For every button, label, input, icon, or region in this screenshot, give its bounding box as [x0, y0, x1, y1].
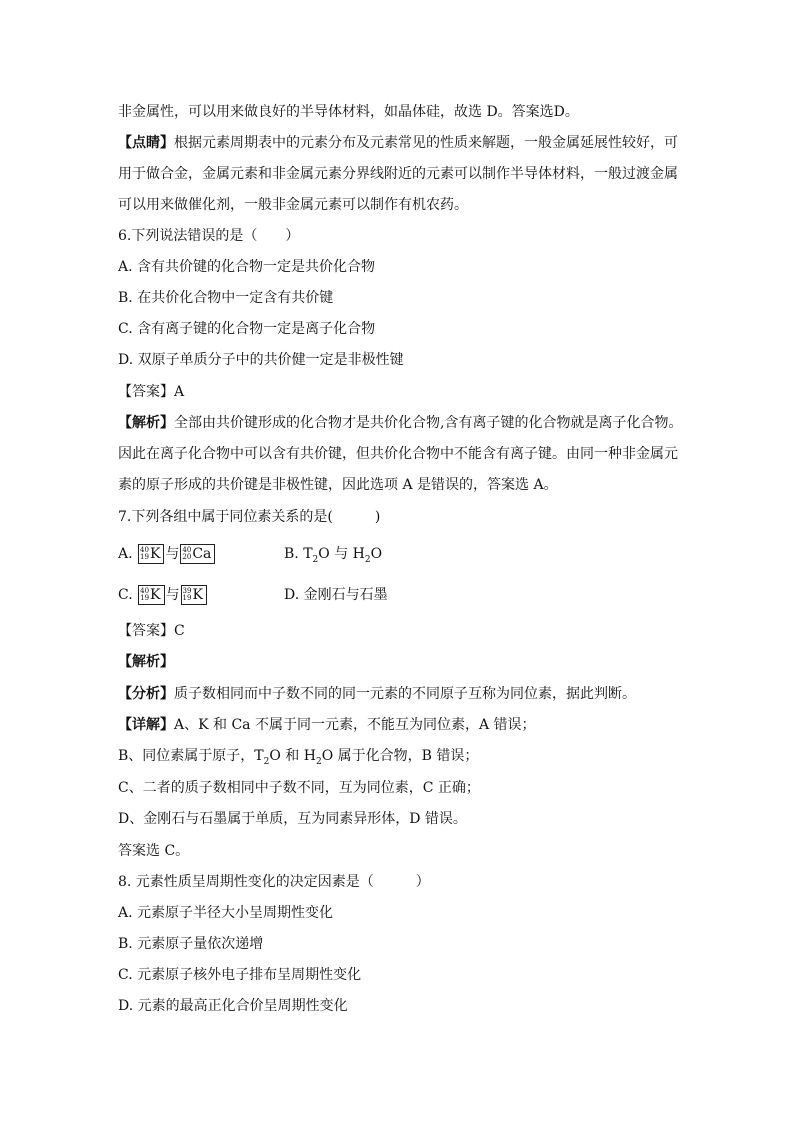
- text-line: A、K 和 Ca 不属于同一元素，不能互为同位素，A 错误；: [174, 717, 536, 733]
- q7-answer: 【答案】C: [118, 623, 185, 639]
- q7-option-d: D. 金刚石与石墨: [284, 587, 388, 603]
- q6-option-c: C. 含有离子键的化合物一定是离子化合物: [118, 321, 376, 337]
- question-8: 8. 元素性质呈周期性变化的决定因素是（ ）: [118, 874, 430, 890]
- text-line: C、二者的质子数相同中子数不同，互为同位素，C 正确；: [118, 780, 480, 796]
- text-line: 素的原子形成的共价键是非极性键，因此选项 A 是错误的，答案选 A。: [118, 477, 558, 493]
- q7-options-row-1: [118, 542, 618, 566]
- text-line: B、同位素属于原子，$T_2O$ 和 $H_2O$ 属于化合物，B 错误；: [118, 748, 479, 767]
- text-line: 因此在离子化合物中可以含有共价键，但共价化合物中不能含有离子键。由同一种非金属元: [118, 446, 678, 462]
- q8-option-a: A. 元素原子半径大小呈周期性变化: [118, 905, 334, 921]
- text-line: 可以用来做催化剂，一般非金属元素可以制作有机农药。: [118, 197, 468, 213]
- tip-tag: 【点睛】: [118, 135, 174, 151]
- isotope-k-39-box: [181, 585, 207, 605]
- q7-analysis: [118, 684, 636, 704]
- text-line: 用于做合金，金属元素和非金属元素分界线附近的元素可以制作半导体材料，一般过渡金属: [118, 166, 678, 182]
- element-symbol: Ca: [192, 546, 212, 562]
- mass-number: 40: [140, 546, 149, 554]
- q7-options-row-2: [118, 583, 618, 607]
- q6-option-d: D. 双原子单质分子中的共价健一定是非极性键: [118, 352, 404, 368]
- atomic-number: 19: [140, 553, 149, 561]
- explanation-tag: 【解析】: [118, 415, 174, 431]
- atomic-number: 20: [182, 553, 192, 561]
- connector-text: 与: [165, 587, 180, 603]
- question-6: 6.下列说法错误的是（ ）: [118, 228, 300, 244]
- q7-option-b: B. $T_2O$ 与 $H_2O$: [284, 546, 383, 565]
- isotope-k-40-box: [138, 585, 164, 605]
- analysis-tag: 【分析】: [118, 686, 174, 702]
- element-symbol: K: [149, 546, 161, 562]
- isotope-ca-40-box: [180, 544, 215, 564]
- q7-option-c-label: C.: [118, 587, 133, 603]
- question-7: 7.下列各组中属于同位素关系的是( ): [118, 509, 381, 525]
- connector-text: 与: [165, 546, 180, 562]
- tip-paragraph: [118, 133, 678, 153]
- q6-answer: 【答案】A: [118, 384, 185, 400]
- mass-number: 40: [140, 587, 150, 595]
- mass-number: 39: [182, 587, 192, 595]
- atomic-number: 19: [182, 594, 192, 602]
- q6-explanation: [118, 413, 682, 433]
- q7-option-a-label: A.: [118, 546, 133, 562]
- atomic-number: 19: [140, 594, 150, 602]
- text-line: D、金刚石与石墨属于单质，互为同素异形体，D 错误。: [118, 811, 467, 827]
- q7-explanation-heading: 【解析】: [118, 654, 174, 670]
- q8-option-d: D. 元素的最高正化合价呈周期性变化: [118, 998, 348, 1014]
- q7-detail: [118, 715, 536, 735]
- isotope-k-40-box: [138, 544, 164, 564]
- text-line: 答案选 C。: [118, 843, 190, 859]
- q8-option-c: C. 元素原子核外电子排布呈周期性变化: [118, 967, 362, 983]
- q6-option-b: B. 在共价化合物中一定含有共价键: [118, 290, 334, 306]
- mass-number: 40: [182, 546, 192, 554]
- q6-option-a: A. 含有共价键的化合物一定是共价化合物: [118, 259, 376, 275]
- text-line: 非金属性，可以用来做良好的半导体材料，如晶体硅，故选 D。答案选D。: [118, 104, 579, 120]
- text-line: 质子数相同而中子数不同的同一元素的不同原子互称为同位素，据此判断。: [174, 686, 636, 702]
- element-symbol: K: [192, 587, 203, 603]
- text-line: 根据元素周期表中的元素分布及元素常见的性质来解题，一般金属延展性较好，可: [174, 135, 678, 151]
- text-line: 全部由共价键形成的化合物才是共价化合物,含有离子键的化合物就是离子化合物。: [174, 415, 683, 431]
- element-symbol: K: [150, 587, 161, 603]
- detail-tag: 【详解】: [118, 717, 174, 733]
- q8-option-b: B. 元素原子量依次递增: [118, 936, 264, 952]
